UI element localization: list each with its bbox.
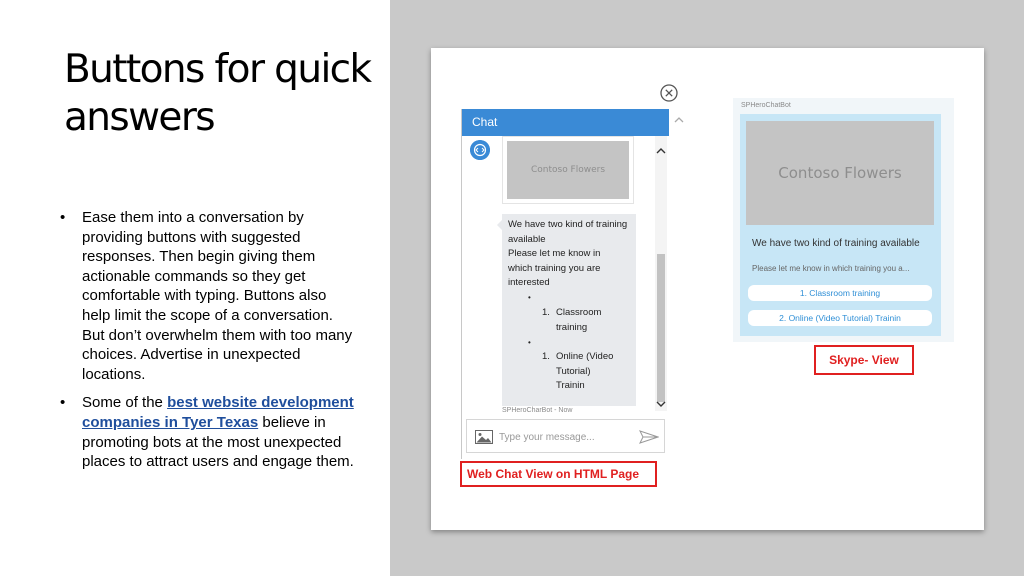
web-chat-view-label: Web Chat View on HTML Page <box>460 461 657 487</box>
embedded-screenshot <box>431 48 984 530</box>
classroom-training-button[interactable]: 1. Classroom training <box>748 285 932 301</box>
chat-input-bar <box>466 419 665 453</box>
skype-card-image: Contoso Flowers <box>746 121 934 225</box>
web-chat-window <box>461 109 687 459</box>
close-circle-icon[interactable] <box>660 84 678 102</box>
bullet-text-before: Some of the <box>82 394 168 412</box>
image-icon[interactable] <box>475 430 493 444</box>
message-line: We have two kind of training <box>508 219 628 230</box>
send-icon[interactable] <box>639 430 659 444</box>
list-item-line: Tutorial) <box>556 365 591 377</box>
bullet-dot: • <box>60 394 66 412</box>
bubble-tail <box>497 220 502 230</box>
message-input[interactable] <box>499 428 629 446</box>
list-item-line: Classroom <box>556 307 602 318</box>
scrollbar-thumb[interactable] <box>657 254 665 402</box>
message-line: available <box>508 233 546 245</box>
list-number: 1. <box>542 351 550 362</box>
list-item-line: Online (Video <box>556 351 614 362</box>
message-scrollbar[interactable] <box>655 136 667 411</box>
chat-header: Chat <box>462 109 669 136</box>
skype-card-title: We have two kind of training available <box>752 238 920 249</box>
skype-view-label: Skype- View <box>814 345 914 375</box>
bullet-list <box>58 208 358 481</box>
message-line: interested <box>508 277 550 289</box>
bot-avatar-icon <box>470 140 490 160</box>
bot-message-bubble <box>502 214 636 406</box>
message-sender-timestamp: SPHeroCharBot - Now <box>502 407 573 414</box>
slide-right-panel <box>390 0 1024 576</box>
card-image-text: Contoso Flowers <box>507 141 629 199</box>
list-item-line: Trainin <box>556 380 585 392</box>
bullet-item <box>58 208 358 384</box>
list-number: 1. <box>542 307 550 318</box>
list-item-online <box>556 350 632 394</box>
skype-view <box>733 98 954 342</box>
bullet-dot: • <box>60 209 66 226</box>
hero-card-image <box>502 136 634 204</box>
bullet-text: Ease them into a conversation by providing buttons with suggested responses. Then begin giving them actionable commands so they get comfortable with typing. Buttons also help limit the scope of a conversation. But don’t overwhelm them with too many choices. Advertise in unexpected locations. <box>82 209 353 383</box>
skype-hero-card <box>740 114 941 336</box>
slide-title: Buttons for quick answers <box>64 47 371 140</box>
chevron-up-icon[interactable] <box>674 115 684 125</box>
skype-card-subtitle: Please let me know in which training you a... <box>752 264 910 273</box>
list-item-line: training <box>556 321 588 333</box>
slide-left-panel <box>0 0 390 576</box>
message-line: which training you are <box>508 262 601 274</box>
message-line: Please let me know in <box>508 248 601 260</box>
skype-sender-name: SPHeroChatBot <box>741 102 791 109</box>
list-bullet: • <box>528 293 531 302</box>
chevron-up-icon[interactable] <box>656 146 666 156</box>
chevron-down-icon[interactable] <box>656 399 666 409</box>
bullet-item <box>58 393 358 471</box>
companies-link[interactable]: best website development companies in Tyer Texas <box>82 394 354 431</box>
list-item-classroom <box>556 306 632 335</box>
list-bullet: • <box>528 338 531 347</box>
chat-message-area <box>462 136 669 416</box>
online-training-button[interactable]: 2. Online (Video Tutorial) Trainin <box>748 310 932 326</box>
bullet-text-after: believe in promoting bots at the most unexpected places to attract users and engage them. <box>82 413 354 471</box>
